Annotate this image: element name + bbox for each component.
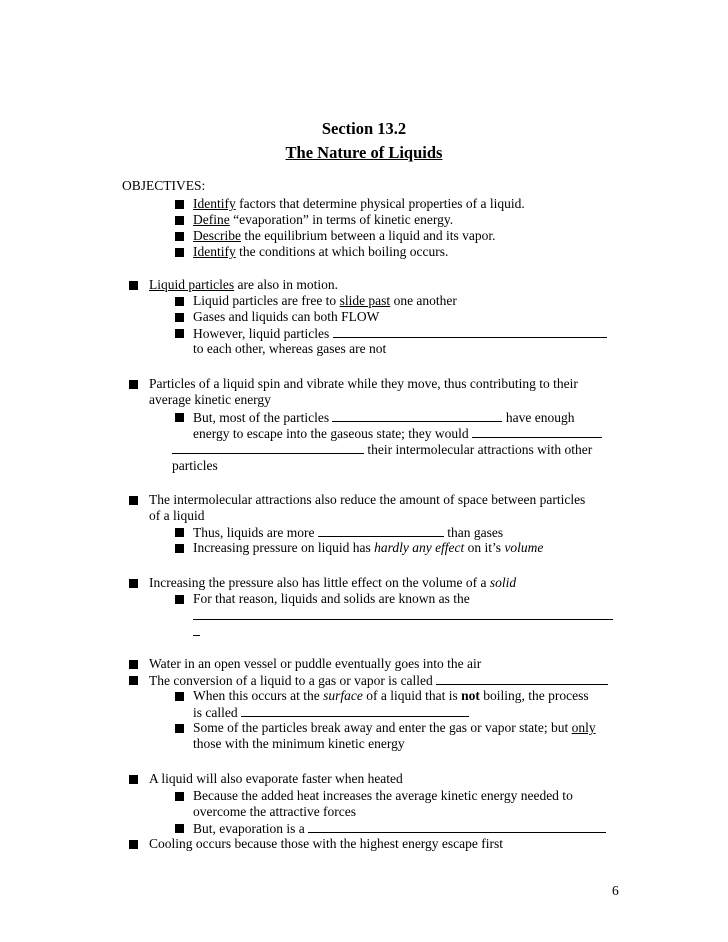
fill-in-blank[interactable] xyxy=(332,409,502,422)
point-solid xyxy=(149,575,516,591)
subpoint-most-particles-cont xyxy=(193,425,602,442)
point-conversion xyxy=(149,672,608,689)
fill-in-blank[interactable] xyxy=(241,704,469,717)
fill-in-blank[interactable] xyxy=(436,672,608,685)
subpoint-text: have enough xyxy=(502,410,575,425)
point-liquid-particles xyxy=(149,277,338,293)
objective-3 xyxy=(193,228,496,244)
bullet-icon xyxy=(175,824,184,833)
bullet-icon xyxy=(175,200,184,209)
bullet-icon xyxy=(175,248,184,257)
subpoint-text: energy to escape into the gaseous state; they would xyxy=(193,426,473,441)
bullet-icon xyxy=(175,544,184,553)
objective-1 xyxy=(193,196,525,212)
point-water-vessel: Water in an open vessel or puddle eventually goes into the air xyxy=(149,656,482,671)
point-spin-vibrate-cont: average kinetic energy xyxy=(149,392,271,407)
fill-in-blank[interactable] xyxy=(472,425,602,438)
objective-verb: Define xyxy=(193,212,230,227)
subpoint-added-heat-cont: overcome the attractive forces xyxy=(193,804,357,819)
bullet-icon xyxy=(175,724,184,733)
subpoint-break-away xyxy=(193,720,596,736)
fill-in-blank[interactable] xyxy=(318,524,444,537)
subpoint-text: Increasing pressure on liquid has xyxy=(193,540,375,555)
section-title: Section 13.2 xyxy=(321,119,407,138)
objective-text: the equilibrium between a liquid and its vapor. xyxy=(240,228,496,243)
subpoint-known-as: For that reason, liquids and solids are known as the xyxy=(193,591,470,606)
bullet-icon xyxy=(175,413,184,422)
point-cooling: Cooling occurs because those with the highest energy escape first xyxy=(149,836,504,851)
bullet-icon xyxy=(175,232,184,241)
key-term: only xyxy=(571,720,596,735)
point-evaporate-heated: A liquid will also evaporate faster when heated xyxy=(149,771,403,786)
bullet-icon xyxy=(175,297,184,306)
bold-text: not xyxy=(461,688,480,703)
objective-4 xyxy=(193,244,448,260)
subpoint-break-away-cont: those with the minimum kinetic energy xyxy=(193,736,405,751)
objective-text: factors that determine physical properties of a liquid. xyxy=(235,196,525,211)
objective-text: the conditions at which boiling occurs. xyxy=(235,244,449,259)
subpoint-text: on it’s xyxy=(464,540,505,555)
emphasis-text: solid xyxy=(489,575,517,590)
bullet-icon xyxy=(175,216,184,225)
subpoint-text: of a liquid that is xyxy=(362,688,462,703)
subpoint-text: Thus, liquids are more xyxy=(193,525,318,540)
key-term: slide past xyxy=(339,293,391,308)
point-spin-vibrate: Particles of a liquid spin and vibrate while they move, thus contributing to their xyxy=(149,376,578,391)
emphasis-text: volume xyxy=(504,540,544,555)
bullet-icon xyxy=(175,692,184,701)
bullet-icon xyxy=(129,775,138,784)
subpoint-flow: Gases and liquids can both FLOW xyxy=(193,309,380,324)
subpoint-text: Some of the particles break away and enter the gas or vapor state; but xyxy=(193,720,572,735)
bullet-icon xyxy=(129,660,138,669)
objective-2 xyxy=(193,212,453,228)
emphasis-text: hardly any effect xyxy=(374,540,465,555)
subpoint-text: When this occurs at the xyxy=(193,688,324,703)
fill-in-blank[interactable] xyxy=(333,325,607,338)
subpoint-text: Liquid particles are free to xyxy=(193,293,340,308)
subpoint-text: their intermolecular attractions with other xyxy=(364,442,593,457)
key-term: Liquid particles xyxy=(149,277,235,292)
bullet-icon xyxy=(175,595,184,604)
bullet-icon xyxy=(175,792,184,801)
bullet-icon xyxy=(129,281,138,290)
bullet-icon xyxy=(175,313,184,322)
subpoint-text: boiling, the process xyxy=(479,688,589,703)
fill-in-blank[interactable] xyxy=(172,441,364,454)
subpoint-most-particles-cont2 xyxy=(172,441,592,458)
point-text: The conversion of a liquid to a gas or vapor is called xyxy=(149,673,437,688)
fill-in-blank[interactable] xyxy=(193,623,200,636)
subpoint-pressure xyxy=(193,540,543,556)
subpoint-text: one another xyxy=(390,293,457,308)
bullet-icon xyxy=(129,496,138,505)
subpoint-most-particles-cont3: particles xyxy=(172,458,218,473)
subpoint-text: But, most of the particles xyxy=(193,410,333,425)
bullet-icon xyxy=(129,579,138,588)
bullet-icon xyxy=(129,840,138,849)
subpoint-slide-past xyxy=(193,293,457,309)
point-intermolecular-cont: of a liquid xyxy=(149,508,205,523)
fill-in-blank[interactable] xyxy=(308,820,606,833)
objective-verb: Describe xyxy=(193,228,241,243)
emphasis-text: surface xyxy=(323,688,363,703)
subpoint-surface-cont xyxy=(193,704,469,721)
subpoint-surface xyxy=(193,688,589,704)
subpoint-text: is called xyxy=(193,705,241,720)
point-text: Increasing the pressure also has little effect on the volume of a xyxy=(149,575,490,590)
bullet-icon xyxy=(175,528,184,537)
subpoint-liquids-more xyxy=(193,524,503,541)
subpoint-text: than gases xyxy=(443,525,504,540)
section-subtitle: The Nature of Liquids xyxy=(285,143,443,162)
subpoint-added-heat: Because the added heat increases the average kinetic energy needed to xyxy=(193,788,573,803)
subpoint-most-particles xyxy=(193,409,574,426)
bullet-icon xyxy=(175,329,184,338)
page-number: 6 xyxy=(612,883,619,898)
subpoint-evaporation-is xyxy=(193,820,606,837)
fill-in-blank[interactable] xyxy=(193,607,613,620)
subpoint-however xyxy=(193,325,607,342)
bullet-icon xyxy=(129,676,138,685)
objective-verb: Identify xyxy=(193,196,236,211)
objectives-label: OBJECTIVES: xyxy=(122,178,206,193)
subpoint-however-cont: to each other, whereas gases are not xyxy=(193,341,387,356)
point-text: are also in motion. xyxy=(234,277,338,292)
subpoint-text: But, evaporation is a xyxy=(193,821,309,836)
point-intermolecular: The intermolecular attractions also reduce the amount of space between particles xyxy=(149,492,586,507)
objective-verb: Identify xyxy=(193,244,236,259)
objective-text: “evaporation” in terms of kinetic energy. xyxy=(229,212,454,227)
bullet-icon xyxy=(129,380,138,389)
subpoint-text: However, liquid particles xyxy=(193,326,333,341)
